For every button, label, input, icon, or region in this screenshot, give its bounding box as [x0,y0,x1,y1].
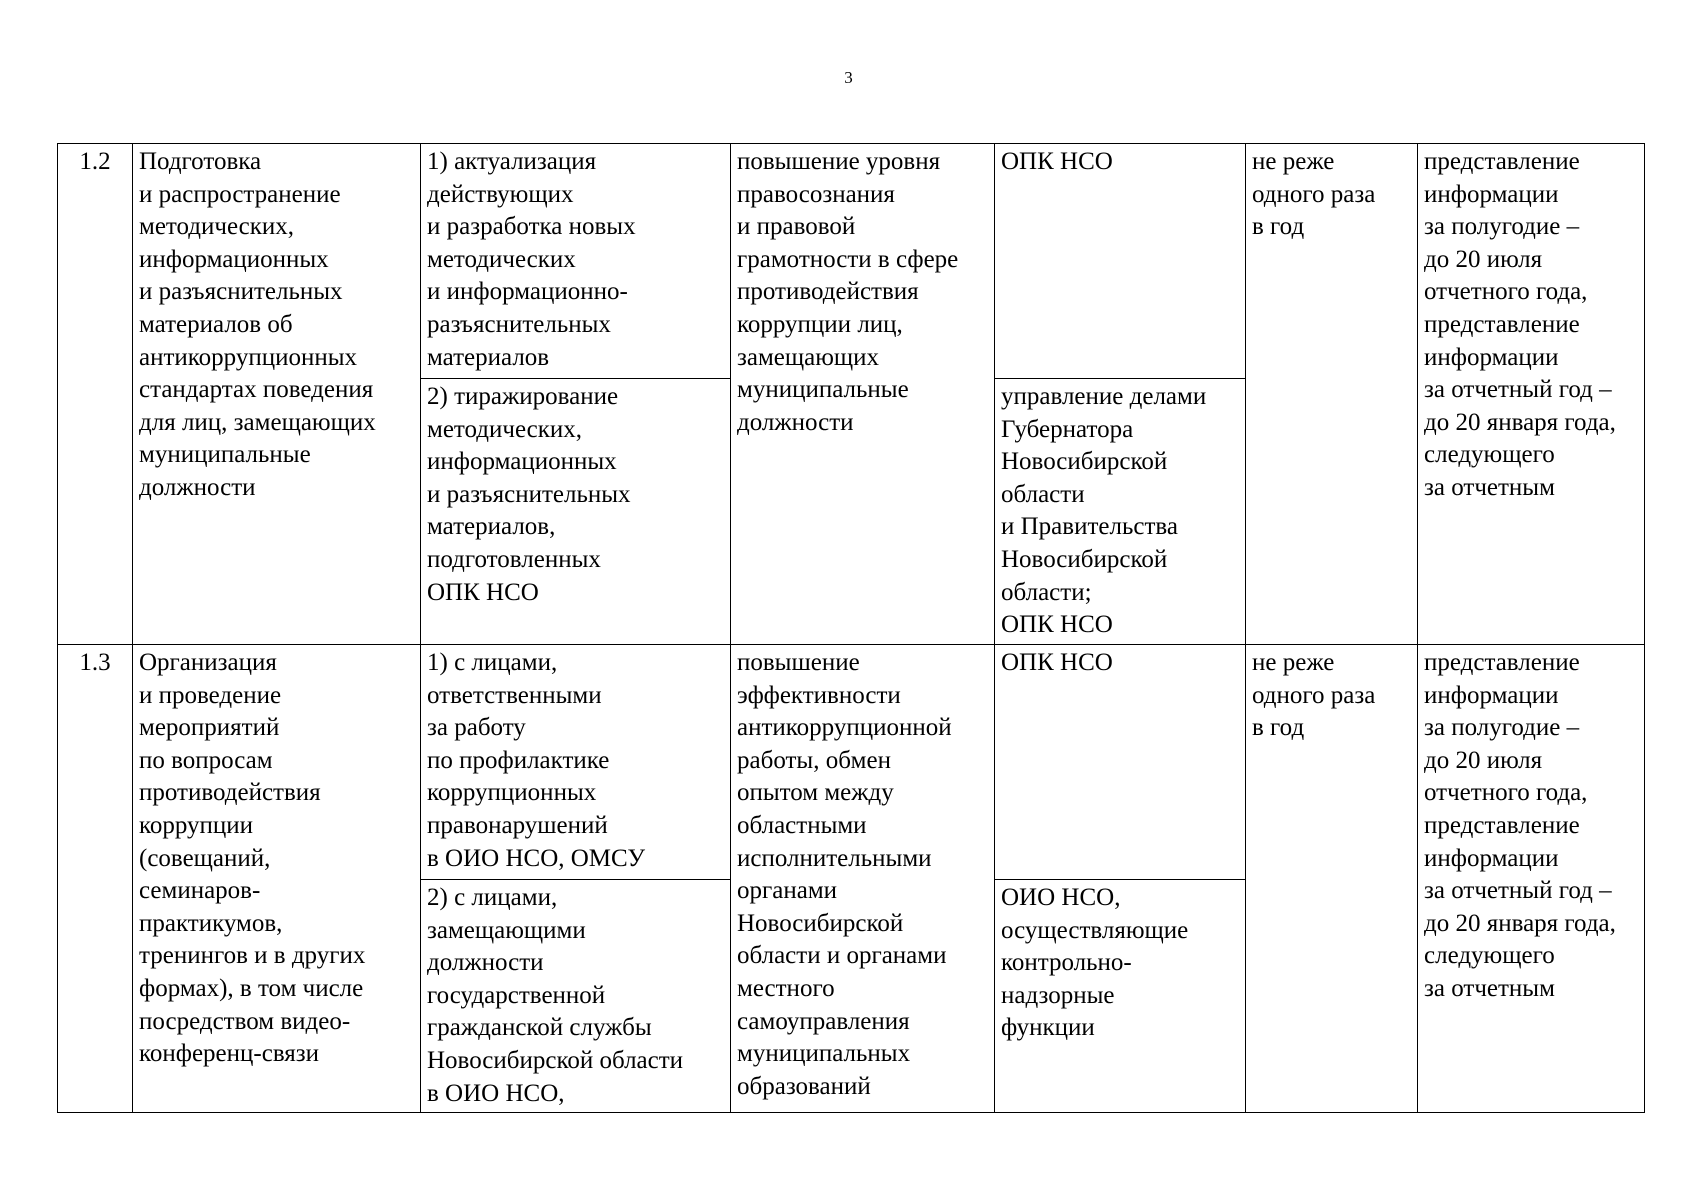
measure-cell: Организация и проведение мероприятий по вопросам противодействия коррупции (совещаний, семинаров- практикумов, тренингов и в других формах), в том числе посредством видео- конференц-связи [133,645,421,1113]
executor-cell: ОПК НСО [995,144,1246,379]
table-row [58,144,1645,379]
action-cell: 2) с лицами, замещающими должности государственной гражданской службы Новосибирской области в ОИО НСО, [421,880,731,1113]
measure-cell: Подготовка и распространение методических, информационных и разъяснительных материалов об антикоррупционных стандартах поведения для лиц, замещающих муниципальные должности [133,144,421,645]
action-cell: 2) тиражирование методических, информационных и разъяснительных материалов, подготовленных ОПК НСО [421,379,731,645]
result-cell: повышение эффективности антикоррупционной работы, обмен опытом между областными исполнительными органами Новосибирской области и органами местного самоуправления муниципальных образований [731,645,995,1113]
executor-cell: ОИО НСО, осуществляющие контрольно- надзорные функции [995,880,1246,1113]
row-number: 1.3 [58,645,133,1113]
reporting-cell: представление информации за полугодие – до 20 июля отчетного года, представление информации за отчетный год – до 20 января года, следующего за отчетным [1418,645,1645,1113]
result-cell: повышение уровня правосознания и правовой грамотности в сфере противодействия коррупции лиц, замещающих муниципальные должности [731,144,995,645]
table-row [58,645,1645,880]
page-number: 3 [844,68,853,87]
executor-cell: управление делами Губернатора Новосибирской области и Правительства Новосибирской области; ОПК НСО [995,379,1246,645]
row-number: 1.2 [58,144,133,645]
term-cell: не реже одного раза в год [1246,144,1418,645]
action-cell: 1) с лицами, ответственными за работу по профилактике коррупционных правонарушений в ОИО НСО, ОМСУ [421,645,731,880]
action-cell: 1) актуализация действующих и разработка новых методических и информационно- разъяснительных материалов [421,144,731,379]
reporting-cell: представление информации за полугодие – до 20 июля отчетного года, представление информации за отчетный год – до 20 января года, следующего за отчетным [1418,144,1645,645]
term-cell: не реже одного раза в год [1246,645,1418,1113]
measures-table [57,143,1645,1113]
executor-cell: ОПК НСО [995,645,1246,880]
